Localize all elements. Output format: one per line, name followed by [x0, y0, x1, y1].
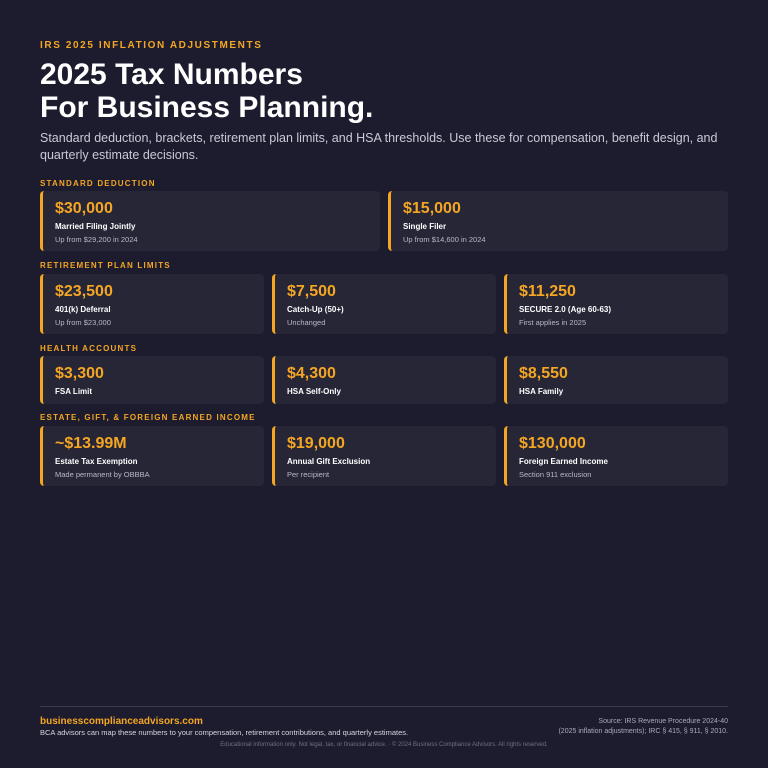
stat-value: $11,250 — [519, 283, 576, 300]
stat-label: Single Filer — [403, 222, 447, 231]
stat-note: Up from $23,000 — [55, 318, 111, 327]
footer-cta-text: BCA advisors can map these numbers to your compensation, retirement contributions, and quarterly estimates. — [40, 728, 409, 737]
stat-value: $23,500 — [55, 283, 113, 300]
stat-value: $7,500 — [287, 283, 336, 300]
stat-card — [40, 426, 264, 486]
stat-note: First applies in 2025 — [519, 318, 587, 327]
stat-value: $3,300 — [55, 365, 104, 382]
stat-card — [272, 274, 496, 334]
stat-label: SECURE 2.0 (Age 60-63) — [519, 305, 612, 314]
stat-card — [504, 426, 728, 486]
section-label-retirement: RETIREMENT PLAN LIMITS — [40, 261, 171, 270]
stat-value: $30,000 — [55, 200, 113, 217]
stat-card — [272, 426, 496, 486]
page-title — [40, 58, 373, 124]
stat-card — [40, 191, 380, 251]
stat-value: $19,000 — [287, 435, 345, 452]
legal-disclaimer: Educational information only. Not legal, tax, or financial advice. · © 2024 Business Compliance Advisors. All rights reserved. — [220, 742, 548, 748]
source-line-1: Source: IRS Revenue Procedure 2024-40 — [598, 718, 728, 725]
stat-card — [388, 191, 728, 251]
infographic — [40, 0, 728, 768]
title-line-1: 2025 Tax Numbers — [40, 58, 303, 91]
stat-label: HSA Family — [519, 387, 564, 396]
website-link[interactable]: businesscomplianceadvisors.com — [40, 716, 203, 727]
stat-value: ~$13.99M — [55, 435, 127, 452]
stat-note: Per recipient — [287, 470, 330, 479]
stat-note: Up from $14,600 in 2024 — [403, 235, 486, 244]
stat-note: Made permanent by OBBBA — [55, 470, 150, 479]
section-label-estate: ESTATE, GIFT, & FOREIGN EARNED INCOME — [40, 413, 256, 422]
title-line-2: For Business Planning. — [40, 91, 374, 124]
stat-value: $4,300 — [287, 365, 336, 382]
stat-label: Foreign Earned Income — [519, 457, 608, 466]
stat-label: Catch-Up (50+) — [287, 305, 344, 314]
stat-card — [40, 274, 264, 334]
retirement-row — [40, 274, 728, 334]
stat-label: HSA Self-Only — [287, 387, 341, 396]
stat-label: Married Filing Jointly — [55, 222, 136, 231]
stat-note: Up from $29,200 in 2024 — [55, 235, 138, 244]
stat-card — [40, 356, 264, 404]
stat-label: Estate Tax Exemption — [55, 457, 138, 466]
stat-value: $15,000 — [403, 200, 461, 217]
section-label-standard-deduction: STANDARD DEDUCTION — [40, 179, 156, 188]
stat-card — [504, 356, 728, 404]
stat-value: $8,550 — [519, 365, 568, 382]
stat-label: 401(k) Deferral — [55, 305, 111, 314]
source-line-2: (2025 inflation adjustments); IRC § 415, § 911, § 2010. — [558, 728, 728, 735]
stat-value: $130,000 — [519, 435, 586, 452]
stat-note: Unchanged — [287, 318, 326, 327]
stat-card — [504, 274, 728, 334]
stat-card — [272, 356, 496, 404]
source-citation — [468, 717, 728, 737]
stat-label: Annual Gift Exclusion — [287, 457, 371, 466]
stat-note: Section 911 exclusion — [519, 470, 592, 479]
stat-label: FSA Limit — [55, 387, 93, 396]
estate-row — [40, 426, 728, 486]
page-subtitle: Standard deduction, brackets, retirement plan limits, and HSA thresholds. Use these for compensation, benefit design, and quarterly estimate decisions. — [40, 131, 718, 162]
standard-deduction-row — [40, 191, 728, 251]
eyebrow-label: IRS 2025 INFLATION ADJUSTMENTS — [40, 40, 263, 51]
footer-divider — [40, 706, 728, 707]
health-row — [40, 356, 728, 404]
section-label-health: HEALTH ACCOUNTS — [40, 344, 138, 353]
